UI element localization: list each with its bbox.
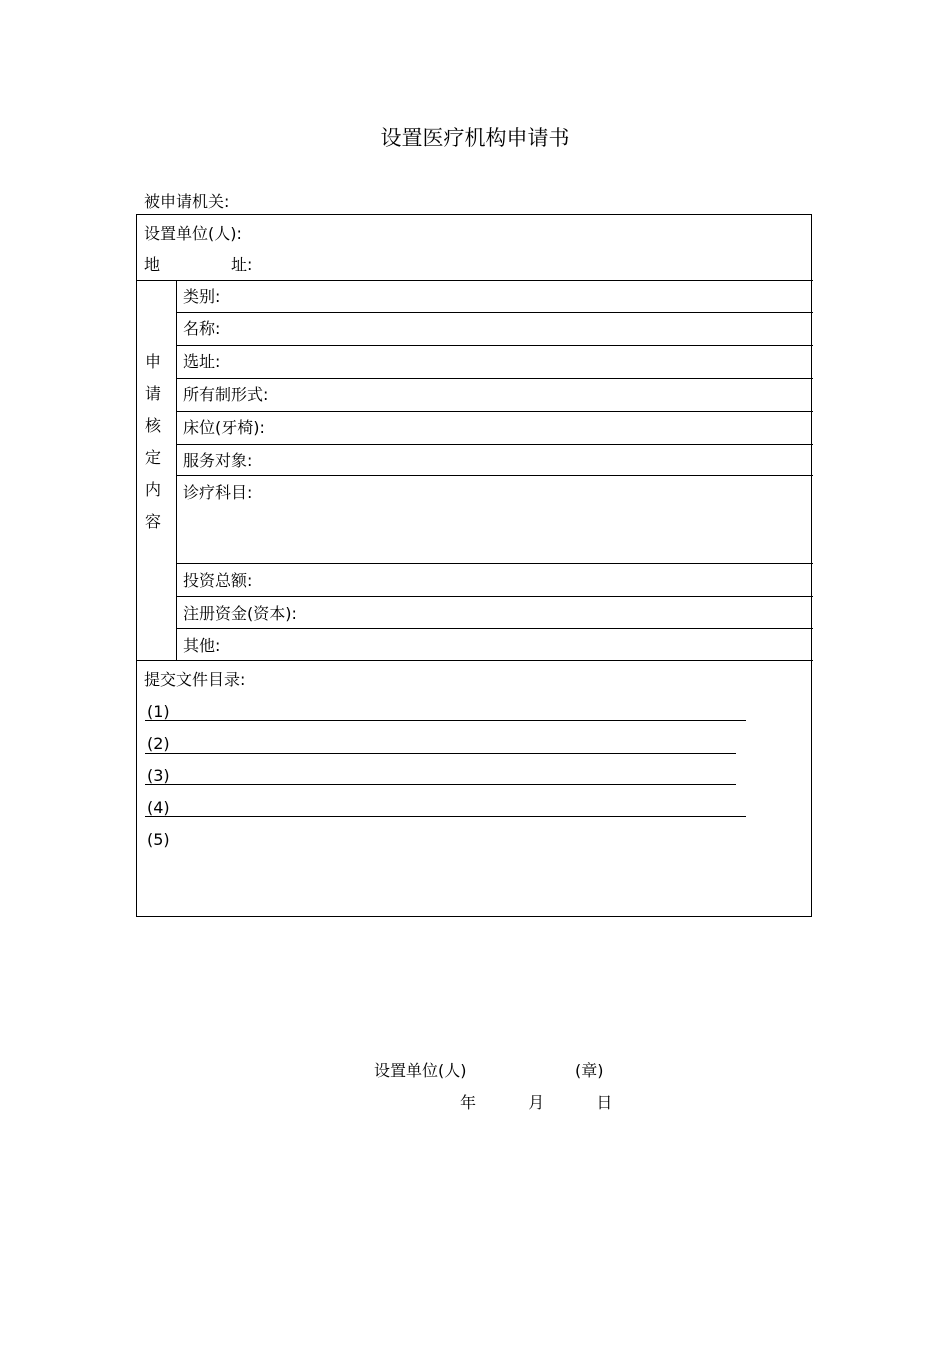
divider-approval-end [137,660,813,661]
document-line-1[interactable] [145,720,746,721]
divider-applicant [137,280,813,281]
document-item-3: (3) [147,766,170,785]
documents-heading: 提交文件目录: [144,670,246,689]
section-label-char: 容 [145,512,162,531]
category-field[interactable]: 类别: [183,287,221,306]
other-field[interactable]: 其他: [183,636,221,655]
section-label-char: 内 [145,480,162,499]
site-field[interactable]: 选址: [183,352,221,371]
registered-capital-field[interactable]: 注册资金(资本): [183,604,297,623]
date-year-label: 年 [460,1093,477,1112]
service-target-field[interactable]: 服务对象: [183,451,253,470]
divider [176,628,813,629]
divider [176,378,813,379]
address-label-start: 地 [144,255,161,274]
divider [176,312,813,313]
signature-unit-label: 设置单位(人) [374,1061,467,1080]
divider [176,563,813,564]
document-item-4: (4) [147,798,170,817]
address-field[interactable]: 址: [231,255,253,274]
document-item-5: (5) [147,830,170,849]
date-day-label: 日 [596,1093,613,1112]
seal-label: (章) [575,1061,604,1080]
document-item-2: (2) [147,734,170,753]
applicant-unit-field[interactable]: 设置单位(人): [144,224,242,243]
signature-date [460,1090,612,1113]
divider [176,596,813,597]
section-label-char: 定 [145,448,162,467]
divider [176,345,813,346]
application-form [136,214,812,917]
document-line-3[interactable] [145,784,736,785]
section-label-border [176,280,177,660]
section-label-char: 申 [145,352,162,371]
name-field[interactable]: 名称: [183,319,221,338]
total-investment-field[interactable]: 投资总额: [183,571,253,590]
document-line-4[interactable] [145,816,746,817]
page-title: 设置医疗机构申请书 [380,126,570,150]
divider [176,444,813,445]
divider [176,411,813,412]
section-label-char: 核 [145,416,162,435]
departments-field[interactable]: 诊疗科目: [183,483,253,502]
document-item-1: (1) [147,702,170,721]
ownership-field[interactable]: 所有制形式: [183,385,269,404]
document-line-2[interactable] [145,753,736,754]
beds-field[interactable]: 床位(牙椅): [183,418,265,437]
divider [176,475,813,476]
authority-label: 被申请机关: [144,192,230,211]
date-month-label: 月 [528,1093,545,1112]
section-label-char: 请 [145,384,162,403]
